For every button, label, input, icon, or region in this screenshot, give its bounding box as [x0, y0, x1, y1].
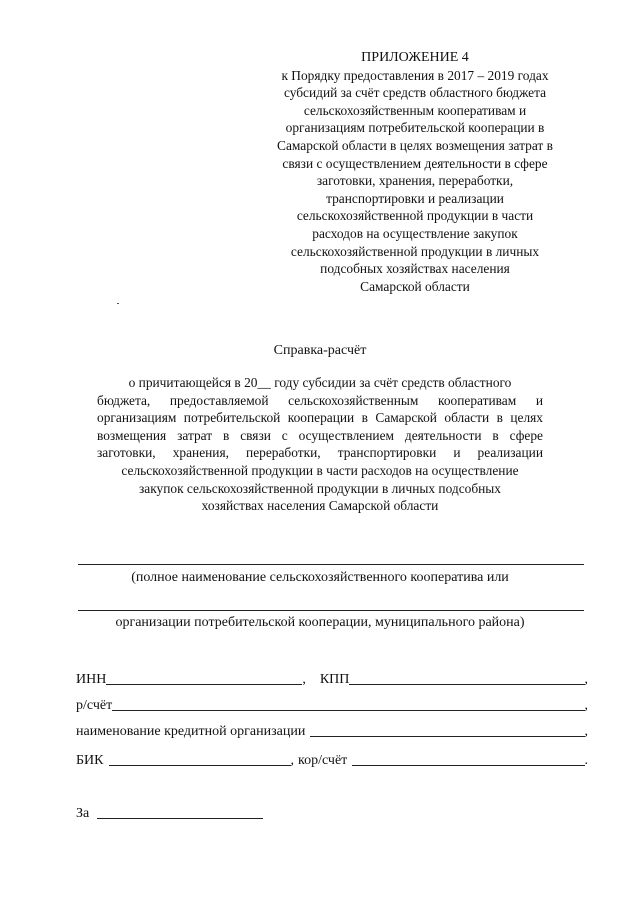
scan-speck — [117, 303, 119, 304]
appendix-line: Самарской области — [360, 278, 470, 294]
corr-account-label: кор/счёт — [298, 753, 348, 768]
description-line: заготовки, хранения, переработки, транспортировки и реализации — [97, 445, 543, 461]
appendix-line: Самарской области в целях возмещения затрат в — [277, 137, 553, 153]
inn-comma: , — [302, 672, 306, 687]
document-description — [97, 374, 543, 515]
account-label: р/счёт — [76, 698, 113, 713]
period-label: За — [76, 806, 90, 821]
appendix-title: ПРИЛОЖЕНИЕ 4 — [361, 50, 469, 65]
description-line: сельскохозяйственной продукции в части расходов на осуществление — [121, 462, 519, 478]
appendix-line: сельскохозяйственным кооперативам и — [303, 102, 527, 118]
kpp-comma: , — [584, 672, 588, 687]
kpp-label: КПП — [319, 672, 350, 687]
appendix-line: расходов на осуществление закупок — [312, 225, 518, 241]
description-line: закупок сельскохозяйственной продукции в личных подсобных — [138, 480, 502, 496]
description-line: хозяйствах населения Самарской области — [201, 498, 439, 514]
description-line: возмещения затрат в связи с осуществлением деятельности в сфере — [97, 427, 543, 443]
inn-label: ИНН — [76, 672, 107, 687]
bik-comma: , — [290, 753, 294, 768]
bank-name-label: наименование кредитной организации — [76, 724, 306, 739]
bank-name-field[interactable] — [310, 722, 584, 737]
appendix-line: сельскохозяйственной продукции в личных — [290, 243, 540, 259]
organization-name-line-2[interactable] — [78, 610, 584, 611]
organization-name-caption-2: организации потребительской кооперации, муниципального района) — [115, 615, 525, 630]
account-comma: , — [584, 698, 588, 713]
period-field[interactable] — [97, 804, 263, 819]
appendix-line: связи с осуществлением деятельности в сфере — [282, 155, 548, 171]
appendix-line: подсобных хозяйствах населения — [320, 261, 510, 277]
inn-kpp-row — [76, 668, 588, 688]
description-line: бюджета, предоставляемой сельскохозяйственным кооперативам и — [97, 392, 543, 408]
corr-account-field[interactable] — [352, 751, 584, 766]
bik-label: БИК — [76, 753, 104, 768]
appendix-line: транспортировки и реализации — [326, 190, 504, 206]
description-line: о причитающейся в 20__ году субсидии за счёт средств областного — [128, 375, 512, 390]
appendix-line: организациям потребительской кооперации в — [285, 120, 545, 136]
inn-field[interactable] — [106, 670, 302, 685]
appendix-line: к Порядку предоставления в 2017 – 2019 годах — [281, 67, 549, 83]
bank-name-row — [76, 720, 588, 740]
period-row — [76, 802, 276, 822]
corr-account-end: . — [584, 753, 588, 768]
appendix-line: сельскохозяйственной продукции в части — [296, 208, 534, 224]
bank-name-comma: , — [584, 724, 588, 739]
appendix-header — [250, 49, 580, 295]
appendix-line: субсидий за счёт средств областного бюджета — [283, 85, 547, 101]
account-field[interactable] — [112, 696, 584, 711]
kpp-field[interactable] — [349, 670, 584, 685]
bik-field[interactable] — [109, 751, 291, 766]
account-row — [76, 694, 588, 714]
organization-name-line-1[interactable] — [78, 564, 584, 565]
document-title: Справка-расчёт — [273, 343, 367, 358]
description-line: организациям потребительской кооперации в Самарской области в целях — [97, 410, 543, 426]
appendix-line: заготовки, хранения, переработки, — [316, 173, 514, 189]
bik-row — [76, 749, 588, 769]
organization-name-caption-1: (полное наименование сельскохозяйственного кооператива или — [131, 570, 509, 585]
